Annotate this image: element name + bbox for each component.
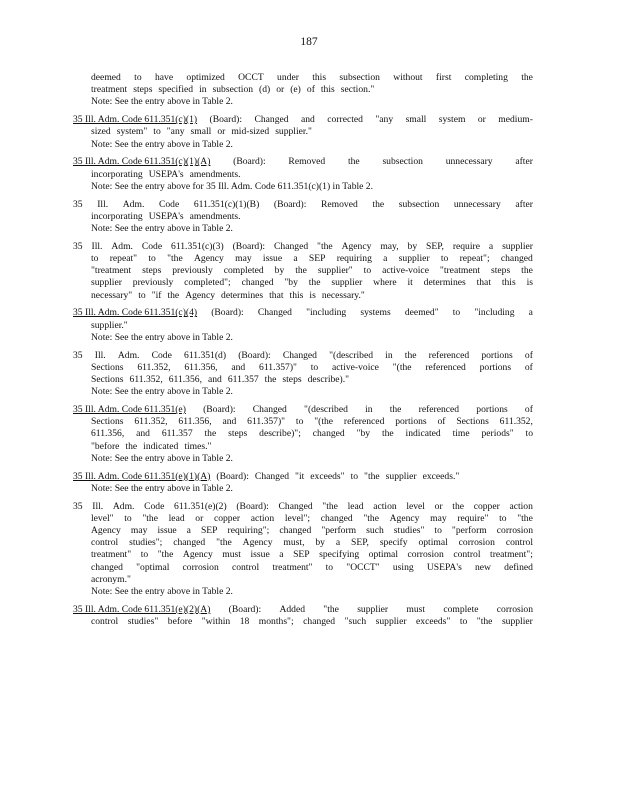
entry-6 xyxy=(73,350,533,399)
citation: 35 Ill. Adm. Code 611.351(e)(2)(A) xyxy=(73,603,211,615)
entry-note: Note: See the entry above in Table 2. xyxy=(91,586,233,598)
entry-line: 35 Ill. Adm. Code 611.351(c)(4) (Board): Changed "including systems deemed" to "including a xyxy=(73,307,533,319)
entry-line: incorporating USEPA's amendments. xyxy=(91,210,241,222)
entry-line: control studies"; changed "the Agency must, by a SEP, specify optimal corrosion control xyxy=(91,537,533,549)
entry-line: necessary" to "if the Agency determines that this is necessary." xyxy=(91,289,365,301)
entry-line: 611.356, and 611.357 the steps describe)"; changed "by the indicated time periods" to xyxy=(91,428,533,440)
entry-note: Note: See the entry above in Table 2. xyxy=(91,482,233,494)
entry-line: treatment steps specified in subsection (d) or (e) of this section." xyxy=(91,84,375,96)
entry-line: "before the indicated times." xyxy=(91,440,212,452)
entry-4 xyxy=(73,241,533,302)
citation: 35 Ill. Adm. Code 611.351(e) xyxy=(73,404,186,416)
citation: 35 Ill. Adm. Code 611.351(c)(4) xyxy=(73,307,198,319)
entry-7 xyxy=(73,404,533,465)
entry-line: supplier previously completed"; changed "by the supplier where it determines that this is xyxy=(91,277,533,289)
entry-line: 35 Ill. Adm. Code 611.351(c)(3) (Board): Changed "the Agency may, by SEP, require a supplier xyxy=(73,240,533,252)
entry-line: sized system" to "any small or mid-sized supplier." xyxy=(91,126,312,138)
entry-note: Note: See the entry above for 35 Ill. Adm. Code 611.351(c)(1) in Table 2. xyxy=(91,180,374,192)
entry-line: Sections 611.352, 611.356, and 611.357)" to active-voice "(the referenced portions of xyxy=(91,361,533,373)
entry-note: Note: See the entry above in Table 2. xyxy=(91,386,233,398)
document-body xyxy=(73,72,533,634)
entry-10 xyxy=(73,604,533,628)
entry-0 xyxy=(73,72,533,109)
citation: 35 Ill. Adm. Code 611.351(c)(1) xyxy=(73,114,198,126)
entry-line: supplier." xyxy=(91,319,128,331)
entry-line: 35 Ill. Adm. Code 611.351(d) (Board): Changed "(described in the referenced portions of xyxy=(73,349,533,361)
entry-line: control studies" before "within 18 months"; changed "such supplier exceeds" to "the supplier xyxy=(91,616,533,628)
entry-line: to repeat" to "the Agency may issue a SEP requiring a supplier to repeat"; changed xyxy=(91,253,533,265)
entry-line: acronym." xyxy=(91,573,131,585)
entry-line: 35 Ill. Adm. Code 611.351(e) (Board): Changed "(described in the referenced portions of xyxy=(73,404,533,416)
entry-note: Note: See the entry above in Table 2. xyxy=(91,452,233,464)
entry-9 xyxy=(73,501,533,599)
entry-8 xyxy=(73,471,533,495)
entry-5 xyxy=(73,307,533,344)
citation: 35 Ill. Adm. Code 611.351(e)(1)(A) xyxy=(73,470,211,482)
entry-line: 35 Ill. Adm. Code 611.351(e)(2)(A) (Board): Added "the supplier must complete corrosion xyxy=(73,603,533,615)
entry-line: Agency may issue a SEP requiring"; changed "perform such studies" to "perform corrosion xyxy=(91,525,533,537)
entry-line: treatment" to "the Agency must issue a SEP specifying optimal corrosion control treatment"; xyxy=(91,549,533,561)
entry-line: "treatment steps previously completed by the supplier" to active-voice "treatment steps the xyxy=(91,265,533,277)
entry-note: Note: See the entry above in Table 2. xyxy=(91,138,233,150)
entry-note: Note: See the entry above in Table 2. xyxy=(91,223,233,235)
entry-1 xyxy=(73,114,533,151)
entry-line: 35 Ill. Adm. Code 611.351(c)(1)(A) (Board): Removed the subsection unnecessary after xyxy=(73,156,533,168)
entry-line: 35 Ill. Adm. Code 611.351(c)(1) (Board): Changed and corrected "any small system or medium- xyxy=(73,114,533,126)
entry-line: 35 Ill. Adm. Code 611.351(c)(1)(B) (Board): Removed the subsection unnecessary after xyxy=(73,198,533,210)
citation: 35 Ill. Adm. Code 611.351(c)(1)(A) xyxy=(73,156,211,168)
entry-line: 35 Ill. Adm. Code 611.351(e)(2) (Board): Changed "the lead action level or the copper action xyxy=(73,500,533,512)
entry-note: Note: See the entry above in Table 2. xyxy=(91,331,233,343)
entry-3 xyxy=(73,199,533,236)
entry-line: 35 Ill. Adm. Code 611.351(e)(1)(A) (Board): Changed "it exceeds" to "the supplier exceeds." xyxy=(73,470,460,482)
entry-line: changed "optimal corrosion control treatment" to "OCCT" using USEPA's new defined xyxy=(91,561,533,573)
page-number: 187 xyxy=(300,36,318,48)
entry-note: Note: See the entry above in Table 2. xyxy=(91,96,233,108)
entry-2 xyxy=(73,156,533,193)
entry-line: Sections 611.352, 611.356, and 611.357)" to "(the referenced portions of Sections 611.352, xyxy=(91,416,533,428)
entry-line: deemed to have optimized OCCT under this subsection without first completing the xyxy=(91,72,533,83)
entry-line: Sections 611.352, 611.356, and 611.357 the steps describe)." xyxy=(91,374,350,386)
entry-line: level" to "the lead or copper action level"; changed "the Agency may require" to "the xyxy=(91,512,533,524)
entry-line: incorporating USEPA's amendments. xyxy=(91,168,241,180)
